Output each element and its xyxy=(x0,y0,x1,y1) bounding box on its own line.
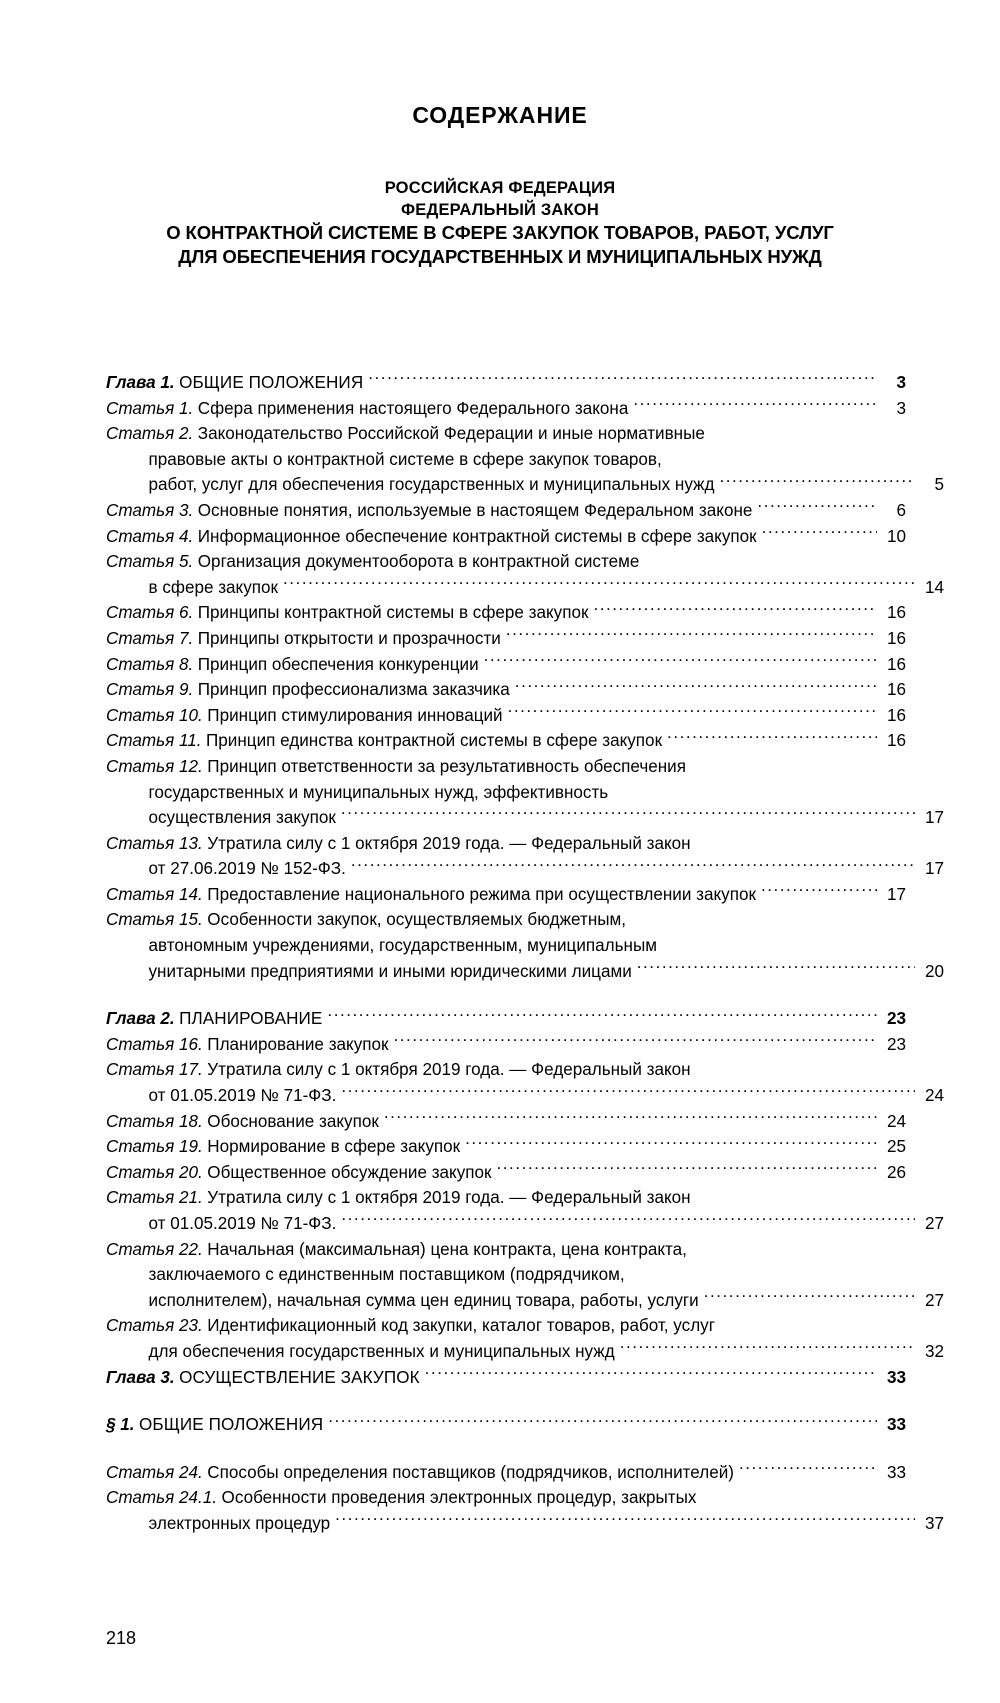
toc-entry-title-continued: электронных процедур xyxy=(148,1513,331,1533)
toc-line xyxy=(106,421,906,447)
toc-article-label: Статья 11. xyxy=(106,731,202,751)
toc-page-number: 16 xyxy=(886,603,906,623)
toc-line xyxy=(106,831,906,857)
toc-page-number: 37 xyxy=(924,1513,944,1533)
dot-leader xyxy=(762,524,877,541)
toc-entry-title-continued: в сфере закупок xyxy=(148,577,279,597)
toc-entry-title: Принципы контрактной системы в сфере закупок xyxy=(197,603,589,623)
law-header xyxy=(50,178,950,270)
toc-entry-title-continued: исполнителем), начальная сумма цен единиц товара, работы, услуги xyxy=(148,1290,699,1310)
toc-page-number: 3 xyxy=(896,373,906,392)
toc-line-continuation xyxy=(106,1288,944,1314)
dot-leader xyxy=(667,729,877,746)
toc-page-number: 23 xyxy=(886,1034,906,1054)
toc-page-number: 5 xyxy=(934,475,944,495)
toc-entry-title-continued: от 27.06.2019 № 152-ФЗ. xyxy=(148,859,346,879)
toc-page-number: 6 xyxy=(896,500,906,520)
toc-line-continuation xyxy=(106,1339,944,1365)
toc-entry-title: Основные понятия, используемые в настоящем Федеральном законе xyxy=(197,500,753,520)
toc-line xyxy=(106,677,906,703)
toc-article-label: Статья 8. xyxy=(106,654,194,674)
dot-leader xyxy=(497,1161,877,1178)
toc-entry-title: Информационное обеспечение контрактной системы в сфере закупок xyxy=(197,526,757,546)
toc-article-label: Статья 13. xyxy=(106,833,203,853)
toc-entry[interactable] xyxy=(106,1485,944,1536)
toc-article-label: Статья 3. xyxy=(106,500,194,520)
toc-page-number: 17 xyxy=(924,859,944,879)
table-of-contents xyxy=(106,348,944,1537)
toc-entry[interactable] xyxy=(106,728,906,754)
toc-article-label: Статья 19. xyxy=(106,1137,203,1157)
dot-leader xyxy=(719,473,915,490)
dot-leader xyxy=(739,1461,877,1478)
toc-page-number: 26 xyxy=(886,1162,906,1182)
toc-line xyxy=(106,396,906,422)
toc-entry[interactable] xyxy=(106,831,944,882)
toc-entry[interactable] xyxy=(106,1460,906,1486)
toc-line-continuation xyxy=(106,933,944,959)
toc-entry-title: ПЛАНИРОВАНИЕ xyxy=(179,1009,323,1029)
toc-entry-title: Общественное обсуждение закупок xyxy=(207,1162,492,1182)
toc-article-label: Статья 14. xyxy=(106,884,203,904)
toc-page-number: 16 xyxy=(886,680,906,700)
toc-article-label: Статья 9. xyxy=(106,680,194,700)
dot-leader xyxy=(515,678,877,695)
toc-line-continuation xyxy=(106,1262,944,1288)
toc-line xyxy=(106,1160,906,1186)
toc-article-label: Статья 4. xyxy=(106,526,194,546)
toc-line-continuation xyxy=(106,959,944,985)
toc-entry-title: Принцип стимулирования инноваций xyxy=(207,705,503,725)
toc-line-continuation xyxy=(106,856,944,882)
toc-entry[interactable] xyxy=(106,1032,906,1058)
toc-line xyxy=(106,1237,906,1263)
toc-article-label: Статья 22. xyxy=(106,1239,203,1259)
dot-leader xyxy=(506,627,877,644)
toc-entry-title: Принципы открытости и прозрачности xyxy=(197,628,501,648)
toc-line-continuation xyxy=(106,472,944,498)
toc-page-number: 25 xyxy=(886,1137,906,1157)
toc-article-label: Статья 10. xyxy=(106,705,203,725)
toc-entry[interactable] xyxy=(106,549,944,600)
dot-leader xyxy=(351,857,915,874)
toc-entry[interactable] xyxy=(106,524,906,550)
law-header-line-4: ДЛЯ ОБЕСПЕЧЕНИЯ ГОСУДАРСТВЕННЫХ И МУНИЦИПАЛЬНЫХ НУЖД xyxy=(178,246,822,268)
toc-entry[interactable] xyxy=(106,1134,906,1160)
toc-line xyxy=(106,1460,906,1486)
dot-leader xyxy=(484,652,877,669)
dot-leader xyxy=(341,1212,915,1229)
toc-line xyxy=(106,1032,906,1058)
toc-entry-title: Утратила силу с 1 октября 2019 года. — Федеральный закон xyxy=(207,1060,691,1080)
toc-article-label: Статья 21. xyxy=(106,1188,203,1208)
toc-article-label: Статья 7. xyxy=(106,628,194,648)
toc-entry[interactable] xyxy=(106,677,906,703)
toc-article-label: Статья 17. xyxy=(106,1060,203,1080)
dot-leader xyxy=(335,1512,915,1529)
toc-article-label: Статья 18. xyxy=(106,1111,203,1131)
toc-entry[interactable] xyxy=(106,1160,906,1186)
toc-entry-title-continued: заключаемого с единственным поставщиком (подрядчиком, xyxy=(148,1265,625,1285)
toc-entry-title-continued: осуществления закупок xyxy=(148,808,336,828)
toc-entry-title: Законодательство Российской Федерации и иные нормативные xyxy=(197,424,705,444)
toc-article-label: Статья 16. xyxy=(106,1034,203,1054)
toc-entry-title: ОСУЩЕСТВЛЕНИЕ ЗАКУПОК xyxy=(179,1367,420,1387)
toc-entry-title: Принцип профессионализма заказчика xyxy=(197,680,510,700)
toc-entry-title: Начальная (максимальная) цена контракта, цена контракта, xyxy=(207,1239,687,1259)
toc-line xyxy=(106,1185,906,1211)
toc-entry[interactable] xyxy=(106,907,944,984)
toc-entry-title: ОБЩИЕ ПОЛОЖЕНИЯ xyxy=(139,1415,324,1435)
toc-entry[interactable] xyxy=(106,1006,906,1032)
toc-entry[interactable] xyxy=(106,370,906,396)
toc-line xyxy=(106,1057,906,1083)
toc-entry-title-continued: автономным учреждениями, государственным, муниципальным xyxy=(148,936,658,956)
toc-line xyxy=(106,1006,906,1032)
toc-line xyxy=(106,1109,906,1135)
toc-page-number: 17 xyxy=(886,884,906,904)
toc-line xyxy=(106,549,906,575)
toc-line xyxy=(106,754,906,780)
toc-line xyxy=(106,728,906,754)
dot-leader xyxy=(637,960,915,977)
dot-leader xyxy=(328,1413,877,1430)
dot-leader xyxy=(341,1084,915,1101)
toc-page-number: 16 xyxy=(886,705,906,725)
toc-line xyxy=(106,1412,906,1438)
toc-entry-title: Способы определения поставщиков (подрядчиков, исполнителей) xyxy=(207,1462,734,1482)
toc-entry-title: Принцип обеспечения конкуренции xyxy=(197,654,479,674)
toc-page-number: 16 xyxy=(886,628,906,648)
toc-entry[interactable] xyxy=(106,498,906,524)
toc-page-number: 10 xyxy=(886,526,906,546)
toc-entry-title-continued: унитарными предприятиями и иными юридическими лицами xyxy=(148,961,632,981)
toc-entry[interactable] xyxy=(106,600,906,626)
toc-article-label: Статья 12. xyxy=(106,756,203,776)
toc-entry-title-continued: от 01.05.2019 № 71-ФЗ. xyxy=(148,1086,337,1106)
dot-leader xyxy=(341,806,915,823)
toc-entry[interactable] xyxy=(106,1313,944,1364)
toc-entry[interactable] xyxy=(106,1412,906,1438)
toc-entry[interactable] xyxy=(106,1109,906,1135)
toc-article-label: Статья 23. xyxy=(106,1316,203,1336)
toc-line xyxy=(106,498,906,524)
toc-entry-title: Сфера применения настоящего Федерального закона xyxy=(197,398,629,418)
toc-line xyxy=(106,1313,906,1339)
toc-page-number: 23 xyxy=(886,1009,906,1029)
dot-leader xyxy=(465,1135,877,1152)
toc-page-number: 20 xyxy=(924,961,944,981)
toc-line xyxy=(106,882,906,908)
dot-leader xyxy=(508,704,877,721)
toc-entry-title: Идентификационный код закупки, каталог товаров, работ, услуг xyxy=(207,1316,715,1336)
page-number: 218 xyxy=(106,1628,137,1648)
toc-page-number: 16 xyxy=(886,731,906,751)
toc-entry-title: Планирование закупок xyxy=(207,1034,389,1054)
dot-leader xyxy=(368,371,877,388)
toc-line-continuation xyxy=(106,805,944,831)
toc-entry-title: Предоставление национального режима при осуществлении закупок xyxy=(207,884,756,904)
toc-line-continuation xyxy=(106,575,944,601)
toc-line-continuation xyxy=(106,1511,944,1537)
dot-leader xyxy=(704,1289,915,1306)
toc-page-number: 32 xyxy=(924,1341,944,1361)
toc-page-number: 33 xyxy=(886,1367,906,1387)
toc-article-label: Статья 1. xyxy=(106,398,194,418)
toc-page-number: 27 xyxy=(924,1214,944,1233)
toc-line xyxy=(106,1134,906,1160)
dot-leader xyxy=(425,1365,877,1382)
toc-line-continuation xyxy=(106,447,944,473)
toc-entry-title-continued: от 01.05.2019 № 71-ФЗ. xyxy=(148,1214,337,1233)
toc-entry-title: Принцип ответственности за результативность обеспечения xyxy=(207,756,686,776)
toc-entry-title-continued: для обеспечения государственных и муниципальных нужд xyxy=(148,1341,615,1361)
toc-entry[interactable] xyxy=(106,1365,906,1391)
toc-line xyxy=(106,1365,906,1391)
toc-page-number: 27 xyxy=(924,1290,944,1310)
toc-entry[interactable] xyxy=(106,626,906,652)
toc-page-number: 24 xyxy=(886,1111,906,1131)
toc-entry-title: Обоснование закупок xyxy=(207,1111,379,1131)
dot-leader xyxy=(620,1340,915,1357)
toc-entry-title: Принцип единства контрактной системы в сфере закупок xyxy=(206,731,663,751)
toc-page-number: 33 xyxy=(886,1415,906,1435)
dot-leader xyxy=(593,601,877,618)
toc-article-label: Статья 6. xyxy=(106,603,194,623)
toc-line-continuation xyxy=(106,780,944,806)
toc-chapter-label: § 1. xyxy=(106,1415,135,1435)
toc-page-number: 24 xyxy=(924,1086,944,1106)
toc-entry-title: Утратила силу с 1 октября 2019 года. — Федеральный закон xyxy=(207,833,691,853)
toc-article-label: Статья 15. xyxy=(106,910,203,930)
toc-entry-title: Особенности проведения электронных процедур, закрытых xyxy=(221,1488,697,1508)
toc-entry-title-continued: работ, услуг для обеспечения государственных и муниципальных нужд xyxy=(148,475,715,495)
toc-line xyxy=(106,1485,906,1511)
toc-entry-title: Нормирование в сфере закупок xyxy=(207,1137,461,1157)
toc-chapter-label: Глава 2. xyxy=(106,1009,175,1029)
toc-page-number: 17 xyxy=(924,808,944,828)
toc-entry[interactable] xyxy=(106,882,906,908)
dot-leader xyxy=(394,1033,878,1050)
toc-entry-title: ОБЩИЕ ПОЛОЖЕНИЯ xyxy=(179,373,364,392)
toc-line xyxy=(106,626,906,652)
toc-entry[interactable] xyxy=(106,754,944,831)
toc-entry[interactable] xyxy=(106,421,944,498)
toc-line xyxy=(106,907,906,933)
toc-entry[interactable] xyxy=(106,1057,944,1108)
toc-entry[interactable] xyxy=(106,703,906,729)
toc-line xyxy=(106,652,906,678)
toc-chapter-label: Глава 1. xyxy=(106,373,175,392)
toc-article-label: Статья 20. xyxy=(106,1162,203,1182)
toc-article-label: Статья 5. xyxy=(106,552,194,572)
toc-entry-title-continued: правовые акты о контрактной системе в сфере закупок товаров, xyxy=(148,449,662,469)
toc-line xyxy=(106,370,906,396)
toc-article-label: Статья 24.1. xyxy=(106,1488,218,1508)
dot-leader xyxy=(633,397,877,414)
toc-line-continuation xyxy=(106,1211,944,1237)
law-header-line-1: РОССИЙСКАЯ ФЕДЕРАЦИЯ xyxy=(384,179,616,197)
toc-entry[interactable] xyxy=(106,1185,944,1236)
toc-entry-title: Утратила силу с 1 октября 2019 года. — Федеральный закон xyxy=(207,1188,691,1208)
dot-leader xyxy=(761,883,877,900)
toc-line xyxy=(106,524,906,550)
toc-entry-title-continued: государственных и муниципальных нужд, эффективность xyxy=(148,782,609,802)
toc-page-number: 33 xyxy=(886,1462,906,1482)
page-title: СОДЕРЖАНИЕ xyxy=(412,102,588,128)
toc-article-label: Статья 24. xyxy=(106,1462,203,1482)
dot-leader xyxy=(327,1007,877,1024)
toc-entry[interactable] xyxy=(106,396,906,422)
toc-page-number: 3 xyxy=(896,398,906,418)
law-header-line-2: ФЕДЕРАЛЬНЫЙ ЗАКОН xyxy=(401,200,599,219)
toc-page-number: 14 xyxy=(924,577,944,597)
dot-leader xyxy=(283,576,915,593)
toc-chapter-label: Глава 3. xyxy=(106,1367,175,1387)
dot-leader xyxy=(757,499,877,516)
toc-article-label: Статья 2. xyxy=(106,424,194,444)
toc-line xyxy=(106,703,906,729)
law-header-line-3: О КОНТРАКТНОЙ СИСТЕМЕ В СФЕРЕ ЗАКУПОК ТОВАРОВ, РАБОТ, УСЛУГ xyxy=(166,222,834,244)
toc-entry[interactable] xyxy=(106,1237,944,1314)
toc-entry[interactable] xyxy=(106,652,906,678)
toc-entry-title: Особенности закупок, осуществляемых бюджетным, xyxy=(207,910,627,930)
toc-page-number: 16 xyxy=(886,654,906,674)
toc-entry-title: Организация документооборота в контрактной системе xyxy=(197,552,640,572)
toc-line xyxy=(106,600,906,626)
toc-line-continuation xyxy=(106,1083,944,1109)
dot-leader xyxy=(384,1110,877,1127)
